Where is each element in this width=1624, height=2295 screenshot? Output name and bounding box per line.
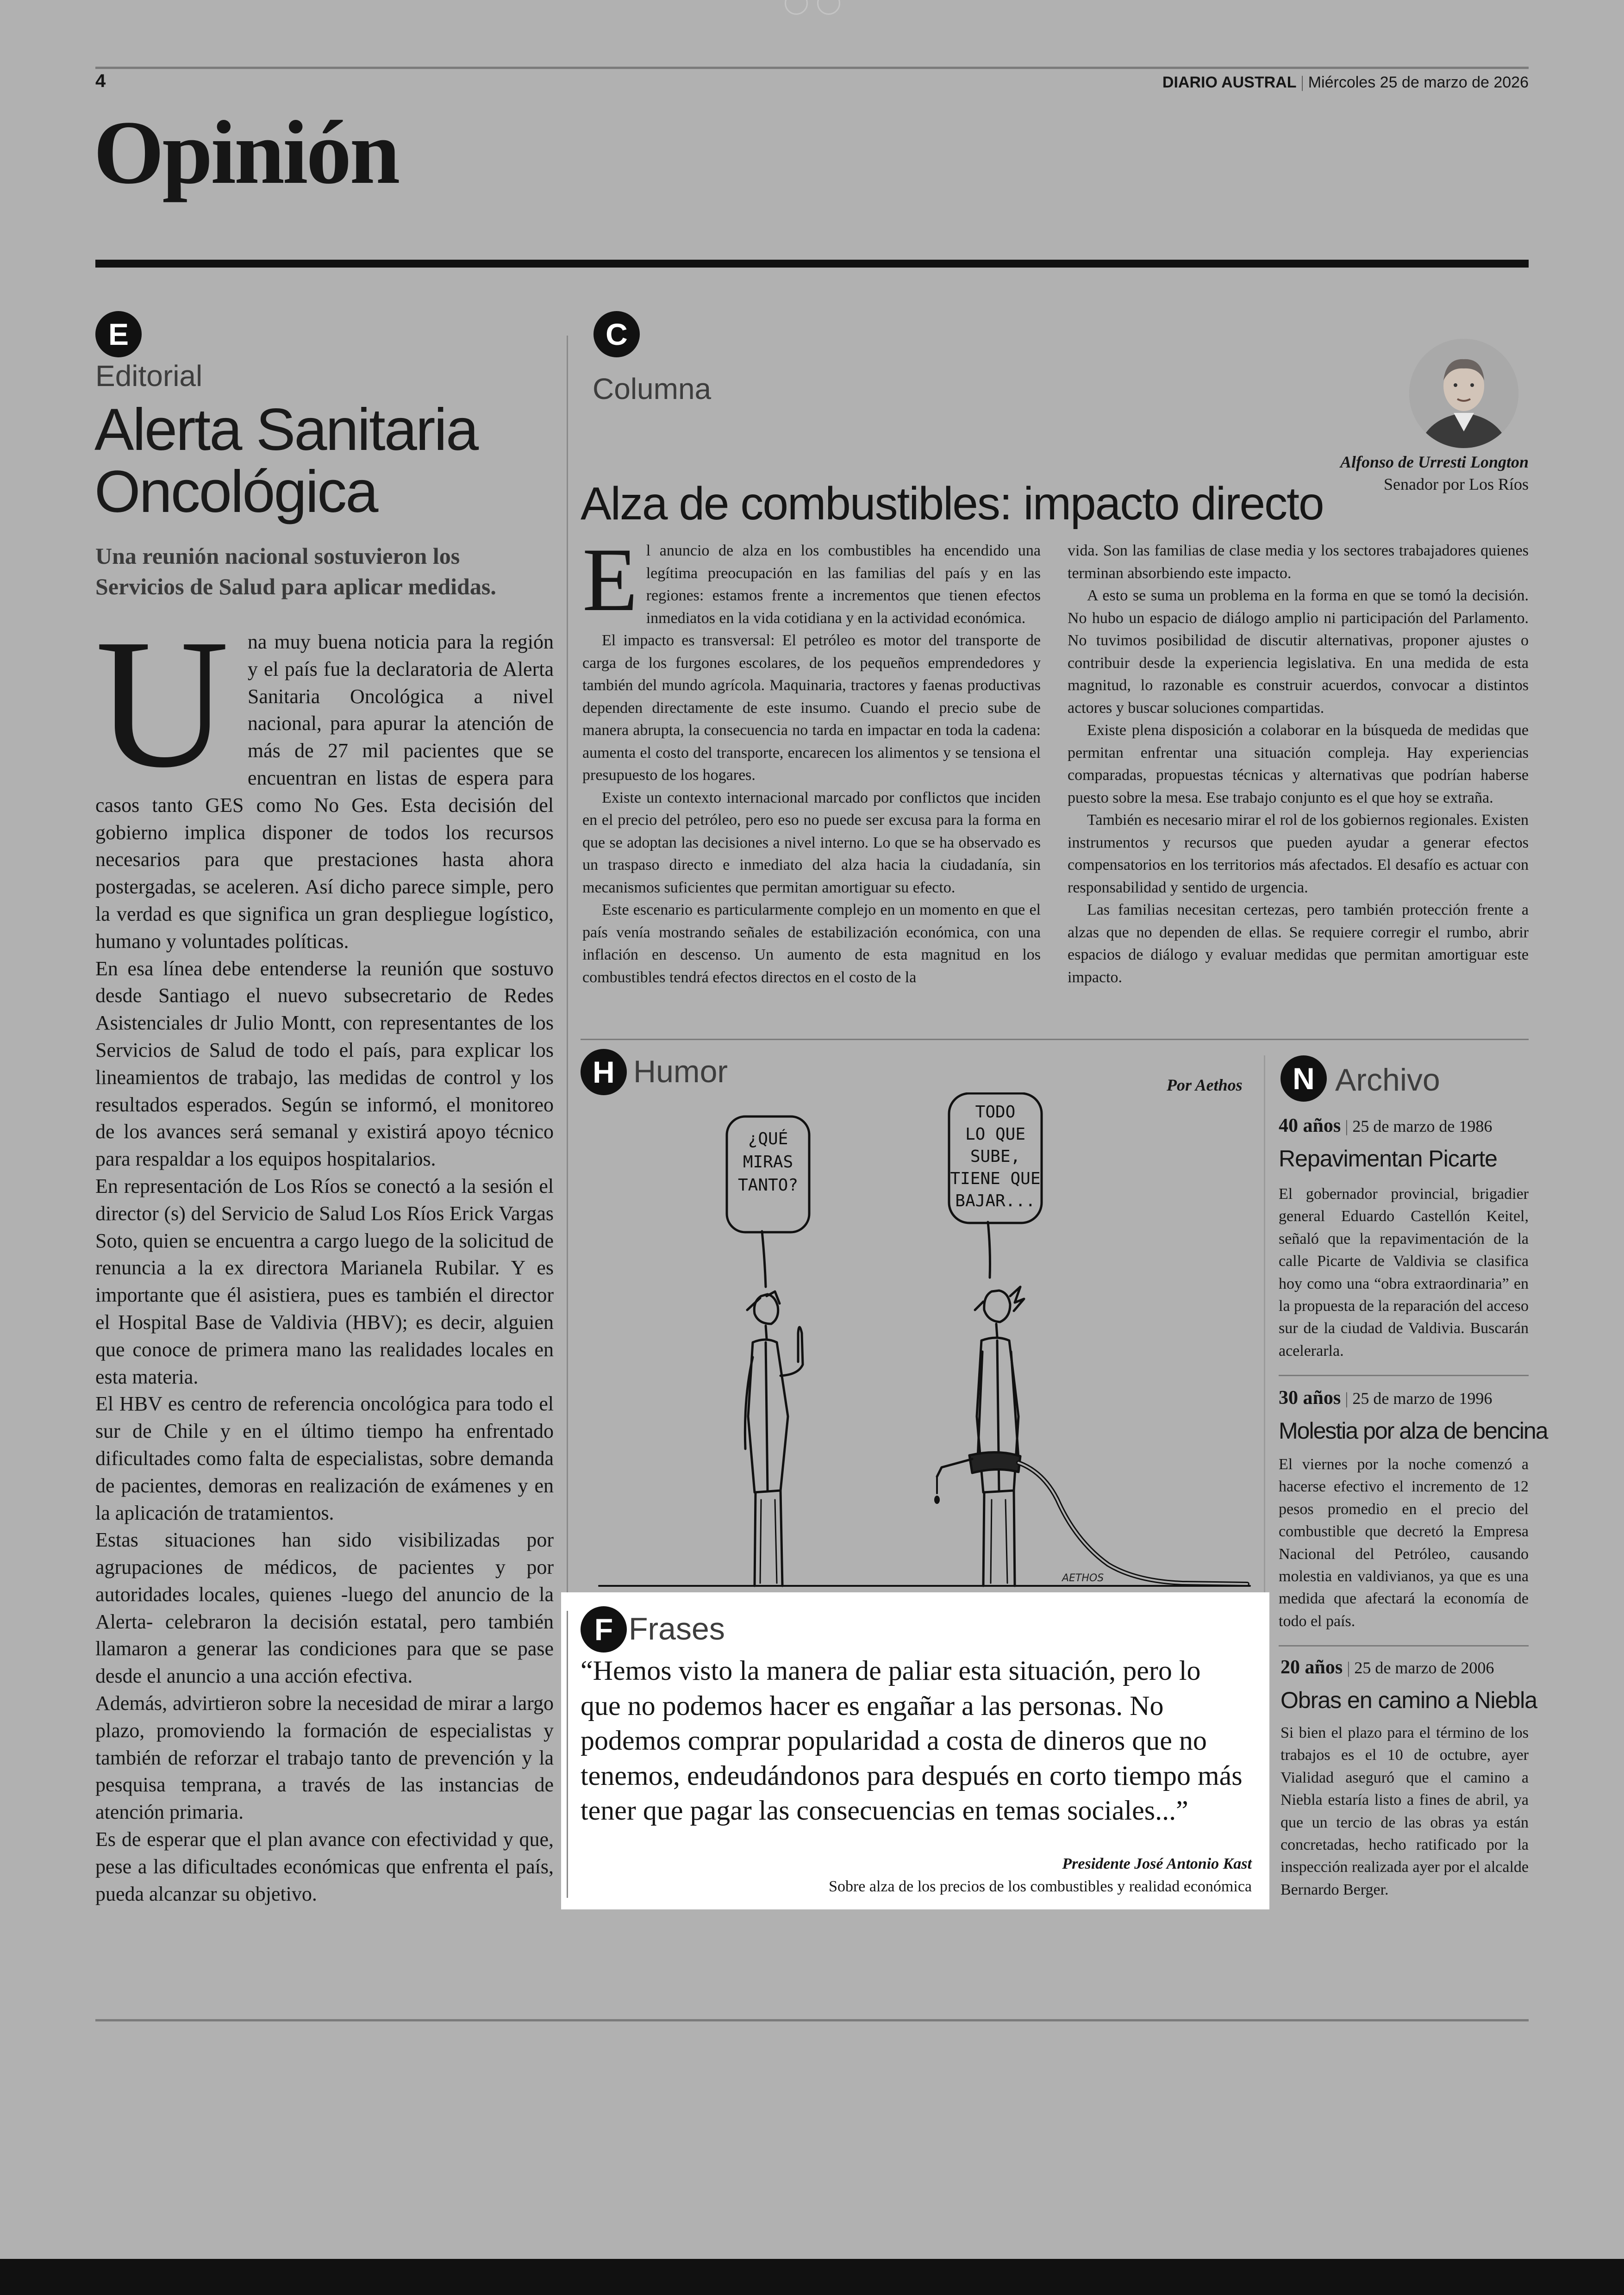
- bubble-right-line: TODO: [975, 1103, 1016, 1122]
- column-author-role: Senador por Los Ríos: [1384, 475, 1529, 493]
- archivo-years: 30 años: [1279, 1387, 1341, 1409]
- column-headline: Alza de combustibles: impacto directo: [581, 478, 1324, 530]
- archivo-item-header: 40 años | 25 de marzo de 1986: [1279, 1115, 1493, 1136]
- page-number: 4: [95, 71, 106, 91]
- archivo-item-text: El gobernador provincial, brigadier general Eduardo Castellón Keitel, señaló que la repavimentación de la calle Picarte de Valdivia se clasifica hoy como una “obra extraordinaria” en la propuesta de la reparación del acceso sur de la ciudad de Valdivia. Buscarán acelerarla.: [1279, 1185, 1529, 1360]
- archivo-item-title: Molestia por alza de bencina: [1279, 1418, 1548, 1444]
- section-rule: [95, 260, 1529, 268]
- archivo-years: 40 años: [1279, 1115, 1341, 1136]
- archivo-date: 25 de marzo de 2006: [1354, 1659, 1494, 1677]
- frases-context: Sobre alza de los precios de los combustibles y realidad económica: [829, 1878, 1252, 1895]
- archivo-item-text: El viernes por la noche comenzó a hacerse efectivo el incremento de 12 pesos promedio en el precio del combustible que decretó la Empresa Nacional del Petróleo, causando molestia en valdivianos, ya que es una medida que afectará la economía de todo el país.: [1279, 1456, 1529, 1630]
- black-footer-bar: [0, 2259, 1624, 2295]
- editorial-headline-line2: Oncológica: [94, 459, 377, 525]
- column-bottom-rule: [581, 1039, 1529, 1040]
- archivo-item-title: Repavimentan Picarte: [1279, 1146, 1497, 1172]
- editorial-paragraph: En esa línea debe entenderse la reunión que sostuvo desde Santiago el nuevo subsecretario de Redes Asistenciales dr Julio Montt, con representantes de los Servicios de Salud de todo el país, para explicar los lineamientos de trabajo, las medidas de control y los resultados esperados. Según se informó, el monitoreo de los avances será semanal y existirá apoyo técnico para respaldar a los equipos hospitalarios.: [95, 957, 554, 1171]
- author-portrait-icon: [1409, 339, 1518, 448]
- archivo-date: 25 de marzo de 1996: [1352, 1389, 1493, 1408]
- column-body-left: [582, 530, 1041, 989]
- frases-kicker: Frases: [629, 1611, 725, 1646]
- newspaper-name: DIARIO AUSTRAL: [1162, 74, 1297, 91]
- editorial-kicker: Editorial: [95, 359, 203, 393]
- editorial-paragraph: El HBV es centro de referencia oncológica para todo el sur de Chile y en el último tiempo ha enfrentado dificultades como falta de especialistas, sobre demanda de pacientes, demoras en realización de exámenes y en la aplicación de tratamientos.: [95, 1392, 554, 1524]
- editorial-badge: E: [95, 311, 142, 357]
- frases-side-rule: [567, 1611, 568, 1898]
- archivo-item-header: 20 años | 25 de marzo de 2006: [1280, 1657, 1494, 1678]
- column-paragraph: A esto se suma un problema en la forma en que se tomó la decisión. No hubo un espacio de diálogo amplio ni participación del Parlamento. No tuvimos posibilidad de discutir alternativas, proponer ajustes o contribuir desde la experiencia legislativa. En una medida de esta magnitud, lo razonable es construir acuerdos, convocar a distintos actores y buscar soluciones compartidas.: [1068, 587, 1529, 717]
- archivo-item-rule: [1279, 1375, 1529, 1376]
- editorial-paragraph: En representación de Los Ríos se conectó a la sesión el director (s) del Servicio de Salud Los Ríos Erick Vargas Soto, quien se encuentra a cargo luego de la solicitud de renuncia a la ex directora Marianela Rubilar. Y es importante que él asistiera, pues es también el director el Hospital Base de Valdivia (HBV); es decir, alguien que conoce de primera mano las realidades locales en esta materia.: [95, 1174, 554, 1388]
- top-page-dots: [785, 0, 845, 14]
- archivo-date: 25 de marzo de 1986: [1352, 1117, 1493, 1135]
- archivo-item-text-block: [1279, 1183, 1529, 1362]
- humor-badge: H: [581, 1049, 627, 1095]
- column-paragraph: Las familias necesitan certezas, pero también protección frente a alzas que no dependen de ellas. Se requiere corregir el rumbo, abrir espacios de diálogo y evaluar medidas que permitan amortiguar este impacto.: [1068, 901, 1529, 986]
- editorial-paragraph: na muy buena noticia para la región y el país fue la declaratoria de Alerta Sanitaria Oncológica a nivel nacional, para apurar la atención de más de 27 mil pacientes que se encuentran en listas de espera para casos tanto GES como No Ges. Esta decisión del gobierno implica disponer de todos los recursos necesarios para que prestaciones hasta ahora postergadas, se aceleren. Así dicho parece simple, pero la verdad es que significa un gran despliegue logístico, humano y voluntades políticas.: [95, 630, 554, 953]
- editorial-paragraph: Estas situaciones han sido visibilizadas por agrupaciones de médicos, de pacientes y por autoridades locales, quienes -luego del anuncio de la Alerta- celebraron la decisión estatal, pero también llamaron a generar las condiciones para que se pase desde el anuncio a una acción efectiva.: [95, 1528, 554, 1688]
- editorial-headline-line1: Alerta Sanitaria: [94, 397, 478, 463]
- archivo-item-header: 30 años | 25 de marzo de 1996: [1279, 1387, 1493, 1409]
- humor-kicker: Humor: [633, 1054, 728, 1089]
- archivo-item-text: Si bien el plazo para el término de los trabajos es el 10 de octubre, ayer Vialidad aseguró que el camino a Niebla estaría listo a fines de abril, ya que un tercio de las obras ya están concretadas, hecho ratificado por la inspección realizada ayer por el alcalde Bernardo Berger.: [1280, 1724, 1529, 1898]
- bubble-right-line: TIENE QUE: [950, 1169, 1041, 1188]
- section-title: Opinión: [94, 102, 399, 203]
- archivo-item-text-block: [1280, 1722, 1529, 1901]
- archivo-item-rule: [1279, 1645, 1529, 1646]
- editorial-body: [95, 601, 554, 1908]
- humor-credit: Por Aethos: [1167, 1076, 1243, 1094]
- column-body-right: [1068, 540, 1529, 989]
- editorial-drop-cap: U: [95, 601, 229, 806]
- cartoon-signature: AETHOS: [1062, 1572, 1104, 1584]
- column-paragraph: l anuncio de alza en los combustibles ha encendido una legítima preocupación en las familias del país y en las regiones: estamos frente a incrementos que tienen efectos inmediatos en la vida cotidiana y en la actividad económica.: [646, 542, 1041, 627]
- header-top-rule: [95, 67, 1529, 69]
- editorial-paragraph: Además, advirtieron sobre la necesidad de mirar a largo plazo, promoviendo la formación de especialistas y también de reforzar el trabajo tanto de prevención y la pesquisa temprana, a través de las instancias de atención primaria.: [95, 1692, 554, 1824]
- column-paragraph: Existe un contexto internacional marcado por conflictos que inciden en el precio del petróleo, pero eso no puede ser excusa para la forma en que se adoptan las decisiones a nivel interno. Lo que se ha observado es un traspaso directo e inmediato del alza hacia la ciudadanía, sin mecanismos suficientes que permitan amortiguar su efecto.: [582, 789, 1041, 896]
- editorial-paragraph: Es de esperar que el plan avance con efectividad y que, pese a las dificultades económicas que enfrenta el país, pueda alcanzar su objetivo.: [95, 1828, 554, 1905]
- archivo-badge: N: [1280, 1055, 1327, 1102]
- column-author-name: Alfonso de Urresti Longton: [1340, 453, 1529, 471]
- bubble-left-line: MIRAS: [743, 1153, 793, 1172]
- bubble-right-line: LO QUE: [965, 1125, 1026, 1144]
- column-paragraph: También es necesario mirar el rol de los gobiernos regionales. Existen instrumentos y recursos que pueden ayudar a generar efectos compensatorios en los territorios más afectados. El desafío es actuar con responsabilidad y sentido de urgencia.: [1068, 811, 1529, 896]
- masthead-dateline: DIARIO AUSTRAL | Miércoles 25 de marzo de 2026: [1162, 73, 1529, 91]
- column-badge: C: [593, 311, 640, 357]
- page-bottom-rule: [95, 2019, 1529, 2021]
- bubble-left-line: ¿QUÉ: [748, 1129, 788, 1148]
- frases-quote: “Hemos visto la manera de paliar esta situación, pero lo que no podemos hacer es engañar a las personas. No podemos comprar popularidad a costa de dineros que no tenemos, endeudándonos para después en corto tiempo más tener que pagar las consecuencias en temas sociales...”: [581, 1655, 1243, 1826]
- archivo-kicker: Archivo: [1335, 1062, 1440, 1098]
- bubble-left-line: TANTO?: [737, 1176, 799, 1195]
- column-paragraph: vida. Son las familias de clase media y los sectores trabajadores quienes terminan absorbiendo este impacto.: [1068, 542, 1529, 582]
- cartoon: [581, 1092, 1252, 1592]
- archivo-item-text-block: [1279, 1453, 1529, 1633]
- archivo-item-title: Obras en camino a Niebla: [1280, 1687, 1537, 1713]
- frases-badge: F: [581, 1606, 627, 1653]
- bubble-right-line: SUBE,: [970, 1147, 1021, 1166]
- cartoon-drawing: [581, 1092, 1252, 1592]
- archivo-years: 20 años: [1280, 1657, 1343, 1678]
- column-kicker: Columna: [593, 372, 712, 405]
- column-paragraph: Este escenario es particularmente complejo en un momento en que el país venía mostrando señales de estabilización económica, con una inflación en descenso. Un aumento de esta magnitud en los combustibles tendrá efectos directos en el costo de la: [582, 901, 1041, 986]
- column-paragraph: El impacto es transversal: El petróleo es motor del transporte de carga de los furgones escolares, de los pequeños emprendedores y también del mundo agrícola. Maquinaria, tractores y faenas productivas dependen directamente de este insumo. Cuando el precio sube de manera abrupta, la consecuencia no tarda en impactar en toda la cadena: aumenta el costo del transporte, encarecen los alimentos y se tensiona el presupuesto de los hogares.: [582, 632, 1041, 784]
- edition-date: Miércoles 25 de marzo de 2026: [1308, 74, 1529, 91]
- column-paragraph: Existe plena disposición a colaborar en la búsqueda de medidas que permitan enfrentar una situación compleja. Hay experiencias comparadas, propuestas técnicas y alternativas que podrían haberse puesto sobre la mesa. Ese trabajo conjunto es el que hoy se extraña.: [1068, 722, 1529, 806]
- frases-source: Presidente José Antonio Kast: [1062, 1855, 1252, 1872]
- editorial-subtitle: Una reunión nacional sostuvieron los Servicios de Salud para aplicar medidas.: [95, 543, 496, 599]
- editorial-headline: [94, 399, 477, 523]
- column-drop-cap: E: [582, 530, 638, 630]
- author-avatar: [1409, 339, 1518, 448]
- bubble-right-line: BAJAR...: [955, 1191, 1036, 1210]
